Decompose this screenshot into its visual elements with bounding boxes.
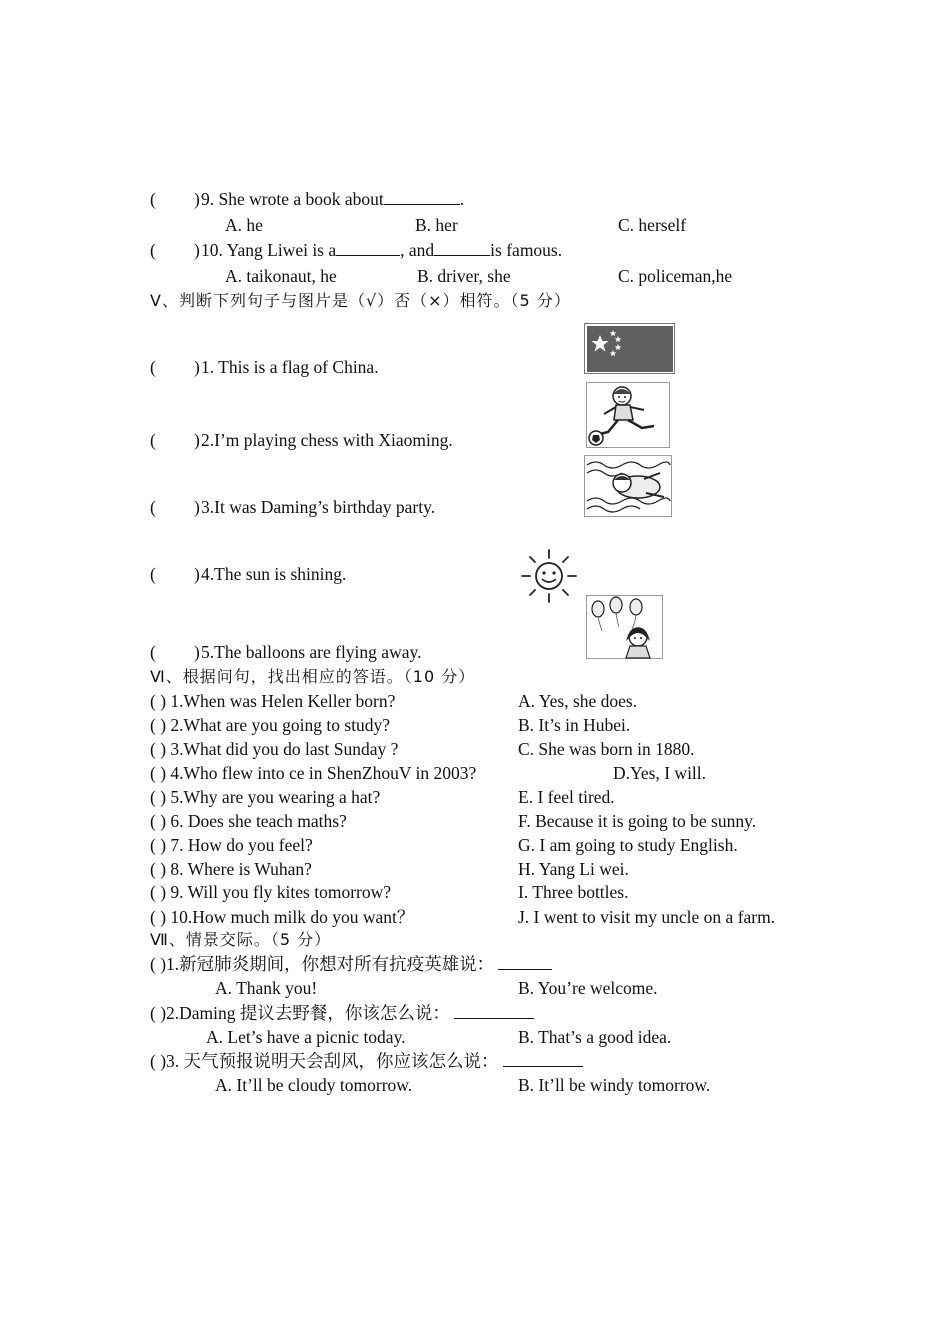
situation-prompt xyxy=(150,1002,534,1024)
item-prefix: ( )3. xyxy=(150,1051,180,1071)
question-9-stem xyxy=(201,188,464,210)
section-5-heading: Ⅴ、判断下列句子与图片是（√）否（×）相符。（5 分） xyxy=(150,291,571,310)
match-question-8: ( ) 8. Where is Wuhan? xyxy=(150,859,312,879)
match-question-1: ( ) 1.When was Helen Keller born? xyxy=(150,691,396,711)
boy-football-picture xyxy=(586,382,670,448)
question-10-stem xyxy=(201,239,562,261)
option-b: B. You’re welcome. xyxy=(518,978,658,998)
china-flag-picture xyxy=(584,323,676,375)
answer-paren-open: ( xyxy=(150,430,156,450)
match-answer-d: D.Yes, I will. xyxy=(613,763,707,783)
stem-text: 9. She wrote a book about xyxy=(201,189,384,209)
option-a: A. Let’s have a picnic today. xyxy=(206,1027,406,1047)
match-answer-j: J. I went to visit my uncle on a farm. xyxy=(518,907,776,927)
prompt-text: Daming 提议去野餐，你该怎么说： xyxy=(179,1003,450,1023)
answer-paren-open: ( xyxy=(150,564,156,584)
answer-paren-close: ) xyxy=(194,497,200,517)
statement-text: 4.The sun is shining. xyxy=(201,564,347,584)
statement-text: 1. This is a flag of China. xyxy=(201,357,379,377)
situation-prompt xyxy=(150,1050,583,1072)
statement-text: 2.I’m playing chess with Xiaoming. xyxy=(201,430,453,450)
answer-paren-open: ( xyxy=(150,497,156,517)
answer-paren-close: ) xyxy=(194,564,200,584)
answer-paren-open: ( xyxy=(150,240,156,260)
answer-blank[interactable] xyxy=(454,1002,534,1019)
answer-paren-close: ) xyxy=(194,430,200,450)
match-answer-e: E. I feel tired. xyxy=(518,787,615,807)
situation-prompt xyxy=(150,953,552,975)
answer-blank-2[interactable] xyxy=(434,239,490,256)
item-prefix: ( )2. xyxy=(150,1003,180,1023)
answer-blank-1[interactable] xyxy=(336,239,400,256)
match-answer-h: H. Yang Li wei. xyxy=(518,859,629,879)
match-answer-i: I. Three bottles. xyxy=(518,882,629,902)
boy-swimming-picture xyxy=(584,455,672,517)
option-b: B. That’s a good idea. xyxy=(518,1027,672,1047)
answer-paren-close: ) xyxy=(194,642,200,662)
section-6-heading: Ⅵ、根据问句，找出相应的答语。（10 分） xyxy=(150,667,476,686)
option-c: C. herself xyxy=(618,215,687,235)
prompt-text: 新冠肺炎期间，你想对所有抗疫英雄说： xyxy=(179,954,495,974)
stem-text-c: is famous. xyxy=(490,240,563,260)
option-a: A. Thank you! xyxy=(215,978,318,998)
match-question-2: ( ) 2.What are you going to study? xyxy=(150,715,391,735)
match-answer-g: G. I am going to study English. xyxy=(518,835,738,855)
answer-paren-open: ( xyxy=(150,189,156,209)
match-question-3: ( ) 3.What did you do last Sunday ? xyxy=(150,739,399,759)
answer-paren-close: ) xyxy=(194,189,200,209)
stem-text-b: , and xyxy=(400,240,435,260)
match-answer-b: B. It’s in Hubei. xyxy=(518,715,631,735)
match-question-7: ( ) 7. How do you feel? xyxy=(150,835,313,855)
answer-paren-close: ) xyxy=(194,357,200,377)
answer-paren-open: ( xyxy=(150,642,156,662)
statement-text: 3.It was Daming’s birthday party. xyxy=(201,497,436,517)
option-b: B. driver, she xyxy=(417,266,511,286)
option-b: B. It’ll be windy tomorrow. xyxy=(518,1075,711,1095)
answer-paren-open: ( xyxy=(150,357,156,377)
answer-blank[interactable] xyxy=(498,953,552,970)
option-a: A. he xyxy=(225,215,263,235)
prompt-text: 天气预报说明天会刮风，你应该怎么说： xyxy=(179,1051,499,1071)
answer-blank[interactable] xyxy=(503,1050,583,1067)
match-answer-c: C. She was born in 1880. xyxy=(518,739,695,759)
stem-text-a: 10. Yang Liwei is a xyxy=(201,240,337,260)
option-a: A. taikonaut, he xyxy=(225,266,337,286)
sun-picture xyxy=(518,548,580,604)
option-a: A. It’ll be cloudy tomorrow. xyxy=(215,1075,413,1095)
stem-end: . xyxy=(459,189,465,209)
item-prefix: ( )1. xyxy=(150,954,180,974)
match-answer-f: F. Because it is going to be sunny. xyxy=(518,811,757,831)
option-b: B. her xyxy=(415,215,458,235)
section-7-heading: Ⅶ、情景交际。（5 分） xyxy=(150,930,332,949)
match-question-5: ( ) 5.Why are you wearing a hat? xyxy=(150,787,381,807)
match-question-6: ( ) 6. Does she teach maths? xyxy=(150,811,347,831)
option-c: C. policeman,he xyxy=(618,266,733,286)
statement-text: 5.The balloons are flying away. xyxy=(201,642,422,662)
answer-blank[interactable] xyxy=(384,188,460,205)
match-question-10: ( ) 10.How much milk do you want？ xyxy=(150,907,415,927)
answer-paren-close: ) xyxy=(194,240,200,260)
match-question-9: ( ) 9. Will you fly kites tomorrow? xyxy=(150,882,392,902)
match-question-4: ( ) 4.Who flew into ce in ShenZhouV in 2003? xyxy=(150,763,477,783)
girl-balloons-picture xyxy=(586,595,663,659)
match-answer-a: A. Yes, she does. xyxy=(518,691,638,711)
